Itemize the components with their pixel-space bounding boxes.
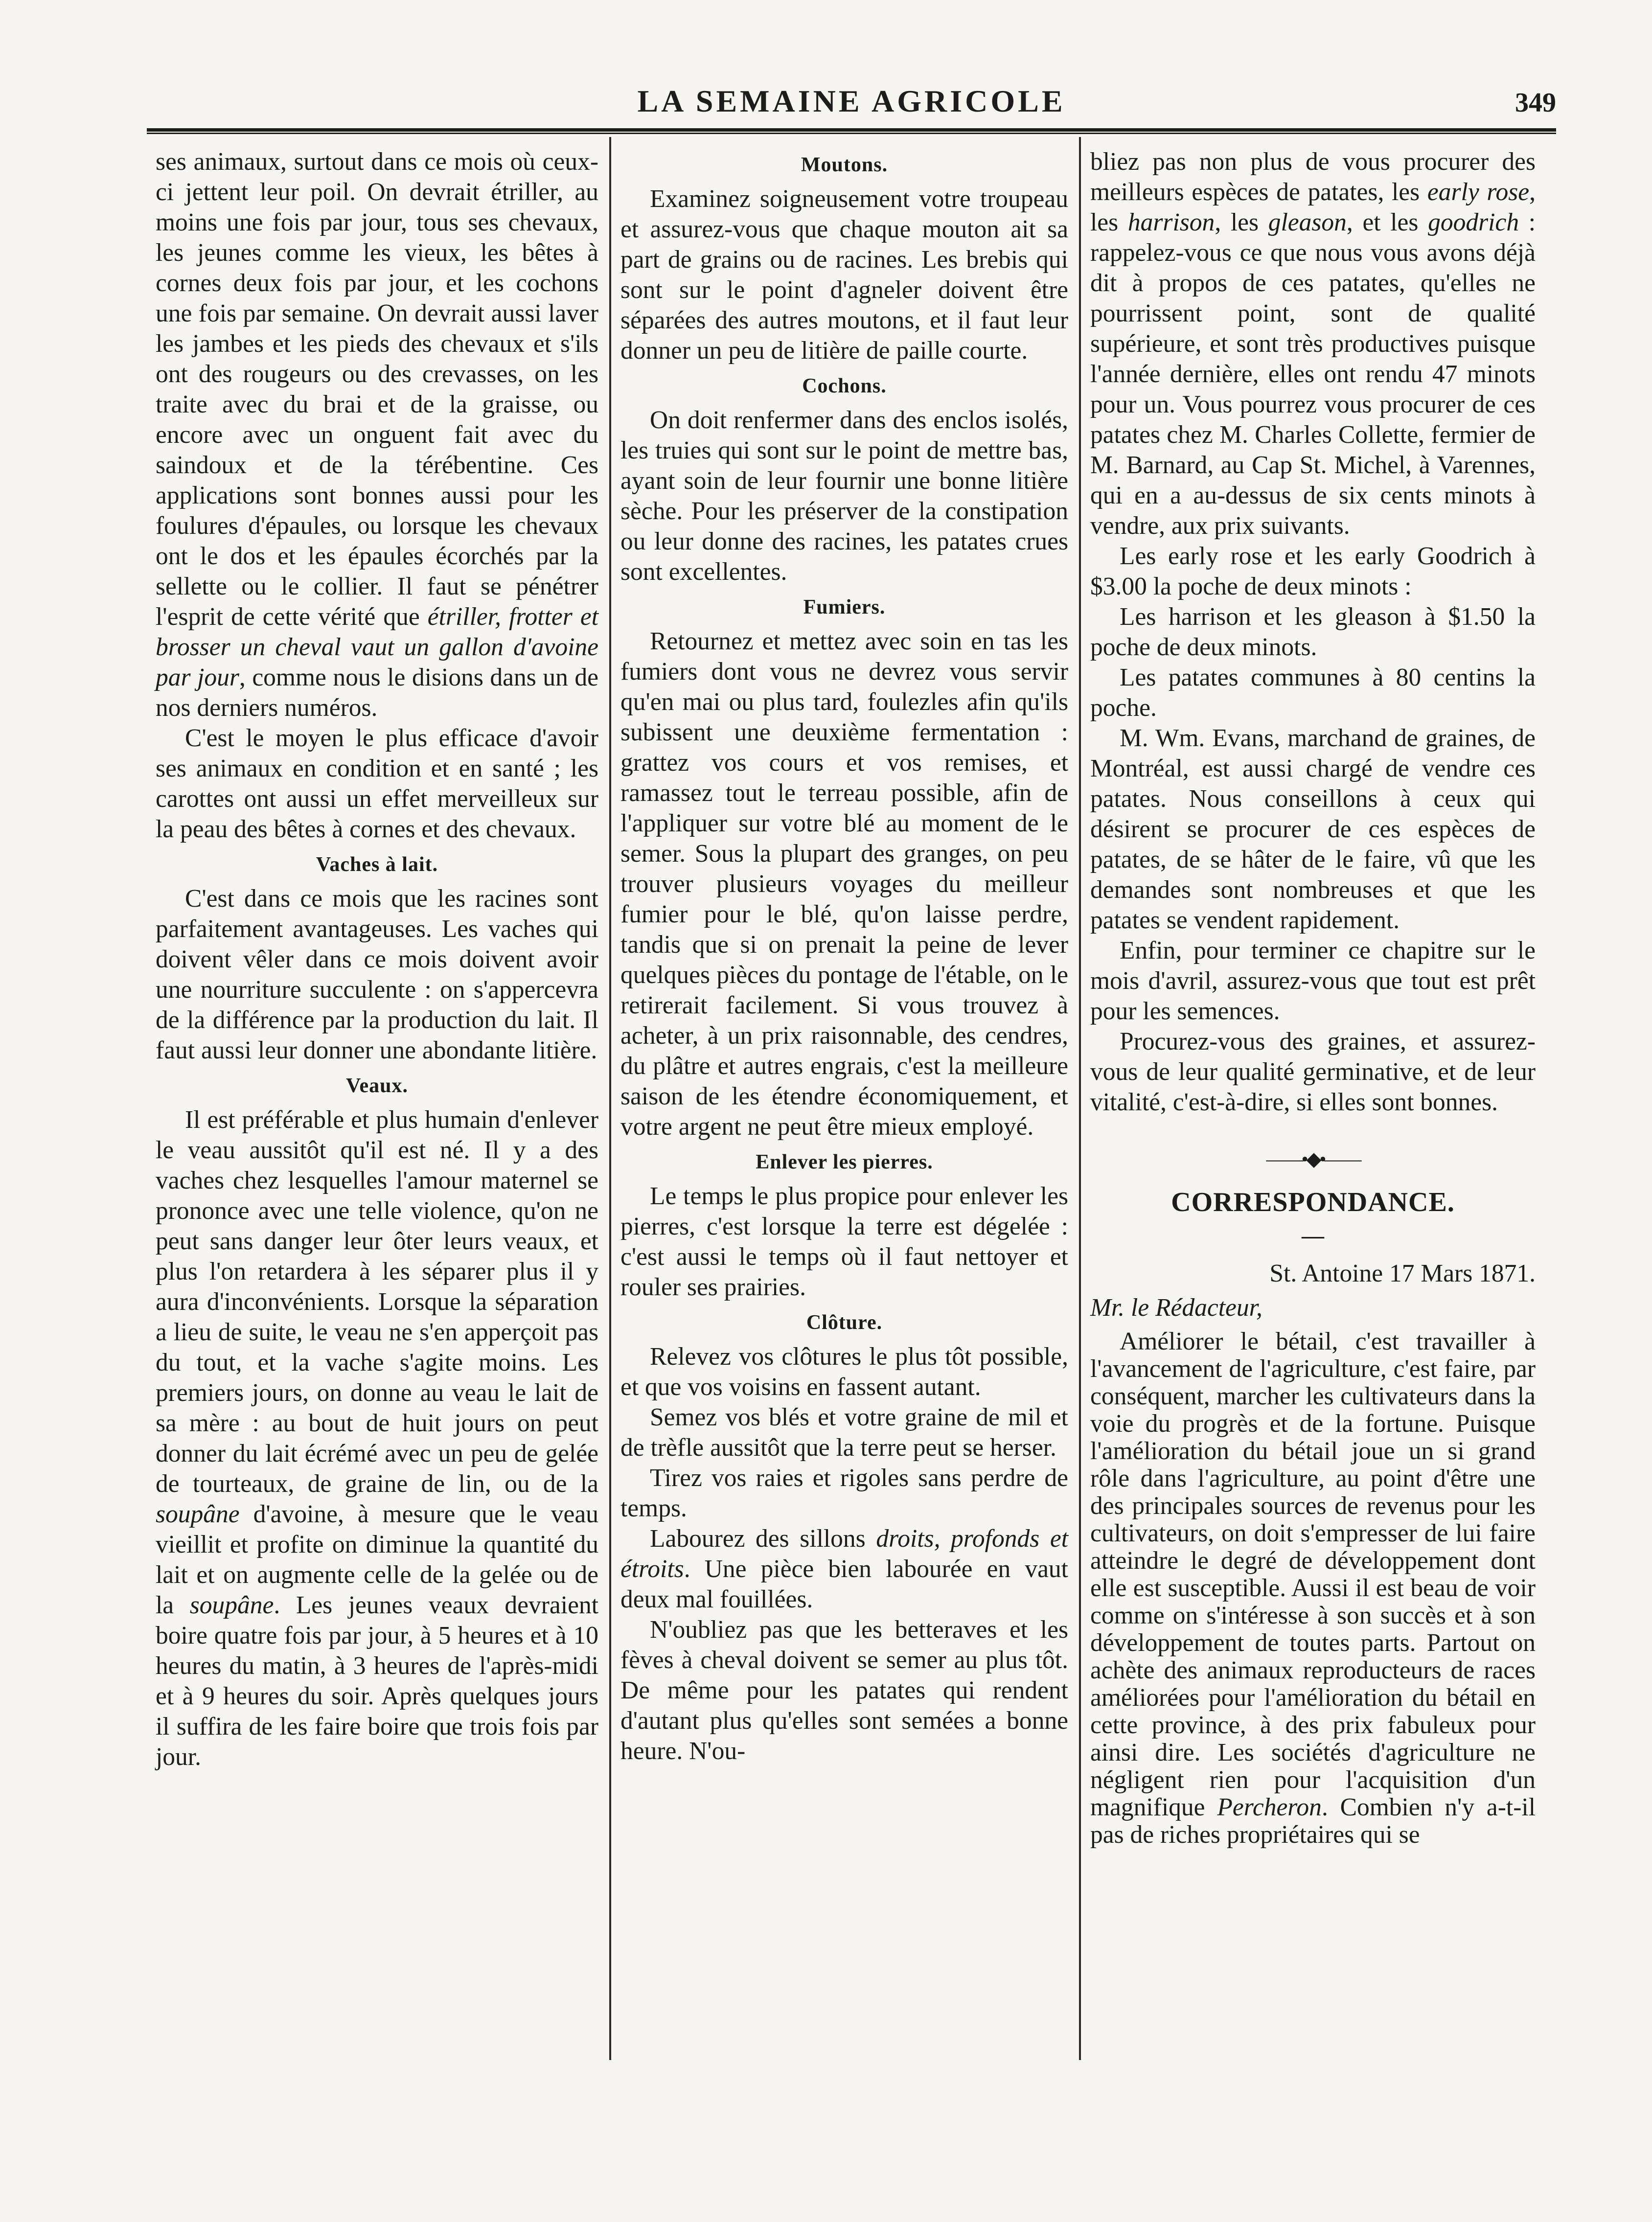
column-3	[1090, 147, 1536, 1849]
paragraph: Le temps le plus propice pour enlever les pierres, c'est lorsque la terre est dégelée : c'est aussi le temps où il faut nettoyer et rouler ses prairies.	[620, 1182, 1068, 1301]
paragraph: M. Wm. Evans, marchand de graines, de Montréal, est aussi chargé de vendre ces patates. Nous conseillons à ceux qui désirent se procurer de ces espèces de patates, de se hâter de le faire, vû que les demandes sont nombreuses et que les patates se vendent rapidement.	[1090, 724, 1536, 934]
paragraph: Il est préférable et plus humain d'enlever le veau aussitôt qu'il est né. Il y a des vaches chez lesquelles l'amour maternel se prononce avec une telle violence, qu'on ne peut sans danger leur ôter leurs veaux, et plus l'on retardera à les séparer plus il y aura d'inconvénients. Lorsque la séparation a lieu de suite, le veau ne s'en apperçoit pas du tout, et la vache s'agite moins. Les premiers jours, on donne au veau le lait de sa mère : au bout de huit jours on peut donner du lait écrémé avec un peu de gelée de tourteaux, de graine de lin, ou de la soupâne d'avoine, à mesure que le veau vieillit et profite on diminue la quantité du lait et on augmente celle de la gelée ou de la soupâne. Les jeunes veaux devraient boire quatre fois par jour, à 5 heures et à 10 heures du matin, à 3 heures de l'après-midi et à 9 heures du soir. Après quelques jours il suffira de les faire boire que trois fois par jour.	[156, 1106, 599, 1771]
paragraph: C'est le moyen le plus efficace d'avoir ses animaux en condition et en santé ; les carottes ont aussi un effet merveilleux sur la peau des bêtes à cornes et des chevaux.	[156, 724, 598, 843]
section-heading-cochons: Cochons.	[802, 375, 887, 397]
paragraph: N'oubliez pas que les betteraves et les fèves à cheval doivent se semer au plus tôt. De même pour les patates qui rendent d'autant plus qu'elles sont semées a bonne heure. N'ou-	[620, 1616, 1068, 1765]
paragraph: ses animaux, surtout dans ce mois où ceux-ci jettent leur poil. On devrait étriller, au moins une fois par jour, tous ses chevaux, les jeunes comme les vieux, les bêtes à cornes deux fois par jour, et les cochons une fois par semaine. On devrait aussi laver les jambes et les pieds des chevaux et s'ils ont des rougeurs ou des crevasses, on les traite avec du brai et de la graisse, ou encore avec un onguent fait avec du saindoux et de la térébentine. Ces applications sont bonnes aussi pour les foulures d'épaules, ou lorsque les chevaux ont le dos et les épaules écorchés par la sellette ou le collier. Il faut se pénétrer l'esprit de cette vérité que étriller, frotter et brosser un cheval vaut un gallon d'avoine par jour, comme nous le disions dans un de nos derniers numéros.	[156, 148, 599, 722]
journal-title: LA SEMAINE AGRICOLE	[637, 84, 1066, 118]
paragraph: On doit renfermer dans des enclos isolés, les truies qui sont sur le point de mettre bas, ayant soin de leur fournir une bonne litière sèche. Pour les préserver de la constipation ou leur donne des racines, les patates crues sont excellentes.	[620, 406, 1068, 586]
column-1	[156, 147, 598, 1772]
paragraph: Les patates communes à 80 centins la poche.	[1090, 664, 1536, 722]
letter-dateline: St. Antoine 17 Mars 1871.	[1269, 1260, 1536, 1287]
paragraph: Les harrison et les gleason à $1.50 la poche de deux minots.	[1090, 603, 1536, 661]
section-heading-pierres: Enlever les pierres.	[756, 1151, 933, 1173]
column-2	[620, 147, 1068, 1766]
paragraph: Relevez vos clôtures le plus tôt possible, et que vos voisins en fassent autant.	[620, 1343, 1068, 1401]
paragraph: Procurez-vous des graines, et assurez-vous de leur qualité germinative, et de leur vitalité, c'est-à-dire, si elles sont bonnes.	[1090, 1028, 1536, 1116]
letter-salutation: Mr. le Rédacteur,	[1090, 1294, 1262, 1322]
paragraph: Améliorer le bétail, c'est travailler à l'avancement de l'agriculture, c'est faire, par conséquent, marcher les cultivateurs dans la voie du progrès et de la fortune. Puisque l'amélioration du bétail joue un si grand rôle dans l'agriculture, au point d'être une des principales sources de revenus pour les cultivateurs, on doit s'empresser de lui faire atteindre le degré de développement dont elle est susceptible. Aussi il est beau de voir comme on s'intéresse à son succès et à son développement de toutes parts. Partout on achète des animaux reproducteurs de races améliorées pour l'amélioration du bétail en cette province, à des prix fabuleux pour ainsi dire. Les sociétés d'agriculture ne négligent rien pour l'acquisition d'un magnifique Percheron. Combien n'y a-t-il pas de riches propriétaires qui se	[1090, 1328, 1536, 1849]
section-heading-vaches: Vaches à lait.	[316, 853, 438, 876]
section-heading-veaux: Veaux.	[346, 1075, 408, 1097]
column-divider-2	[1079, 137, 1081, 2060]
paragraph: Enfin, pour terminer ce chapitre sur le mois d'avril, assurez-vous que tout est prêt pour les semences.	[1090, 937, 1536, 1025]
heading-dash: —	[1302, 1223, 1324, 1248]
section-heading-moutons: Moutons.	[801, 154, 888, 176]
paragraph: Examinez soigneusement votre troupeau et assurez-vous que chaque mouton ait sa part de grains ou de racines. Les brebis qui sont sur le point d'agneler doivent être séparées des autres moutons, et il faut leur donner un peu de litière de paille courte.	[620, 185, 1068, 365]
paragraph: Tirez vos raies et rigoles sans perdre de temps.	[620, 1464, 1068, 1522]
section-ornament: ——•◆•——	[1266, 1148, 1360, 1170]
paragraph: bliez pas non plus de vous procurer des meilleurs espèces de patates, les early rose, les harrison, les gleason, et les goodrich : rappelez-vous ce que nous vous avons déjà dit à propos de ces patates, qu'elles ne pourrissent point, sont de qualité supérieure, et sont très productives puisque l'année dernière, elles ont rendu 47 minots pour un. Vous pourrez vous procurer de ces patates chez M. Charles Collette, fermier de M. Barnard, au Cap St. Michel, à Varennes, qui en a au-dessus de six cents minots à vendre, aux prix suivants.	[1090, 148, 1536, 540]
page-number: 349	[1515, 88, 1556, 118]
paragraph: Les early rose et les early Goodrich à $3.00 la poche de deux minots :	[1090, 542, 1536, 600]
section-heading-cloture: Clôture.	[806, 1311, 883, 1334]
paragraph: Labourez des sillons droits, profonds et étroits. Une pièce bien labourée en vaut deux mal fouillées.	[620, 1525, 1069, 1613]
paragraph: Retournez et mettez avec soin en tas les fumiers dont vous ne devrez vous servir qu'en mai ou plus tard, foulezles afin qu'ils subissent une deuxième fermentation : grattez vos cours et vos remises, et ramassez tout le terreau possible, afin de l'appliquer sur votre blé au moment de le semer. Sous la plupart des granges, on peu trouver plusieurs voyages du meilleur fumier pour le blé, qu'on laisse perdre, tandis que si on prenait la peine de lever quelques pièces du pontage de l'étable, on le retirerait facilement. Si vous trouvez à acheter, à un prix raisonnable, des cendres, du plâtre et autres engrais, c'est la meilleure saison de les étendre économiquement, et votre argent ne peut être mieux employé.	[620, 627, 1068, 1141]
paragraph: Semez vos blés et votre graine de mil et de trèfle aussitôt que la terre peut se herser.	[620, 1403, 1068, 1462]
correspondance-heading: CORRESPONDANCE.	[1171, 1187, 1455, 1217]
header-rule	[147, 128, 1556, 134]
page-header	[147, 83, 1556, 130]
section-heading-fumiers: Fumiers.	[803, 596, 886, 618]
column-divider-1	[609, 137, 611, 2060]
paragraph: C'est dans ce mois que les racines sont parfaitement avantageuses. Les vaches qui doivent vêler dans ce mois doivent avoir une nourriture succulente : on s'appercevra de la différence par la production du lait. Il faut aussi leur donner une abondante litière.	[156, 885, 598, 1064]
